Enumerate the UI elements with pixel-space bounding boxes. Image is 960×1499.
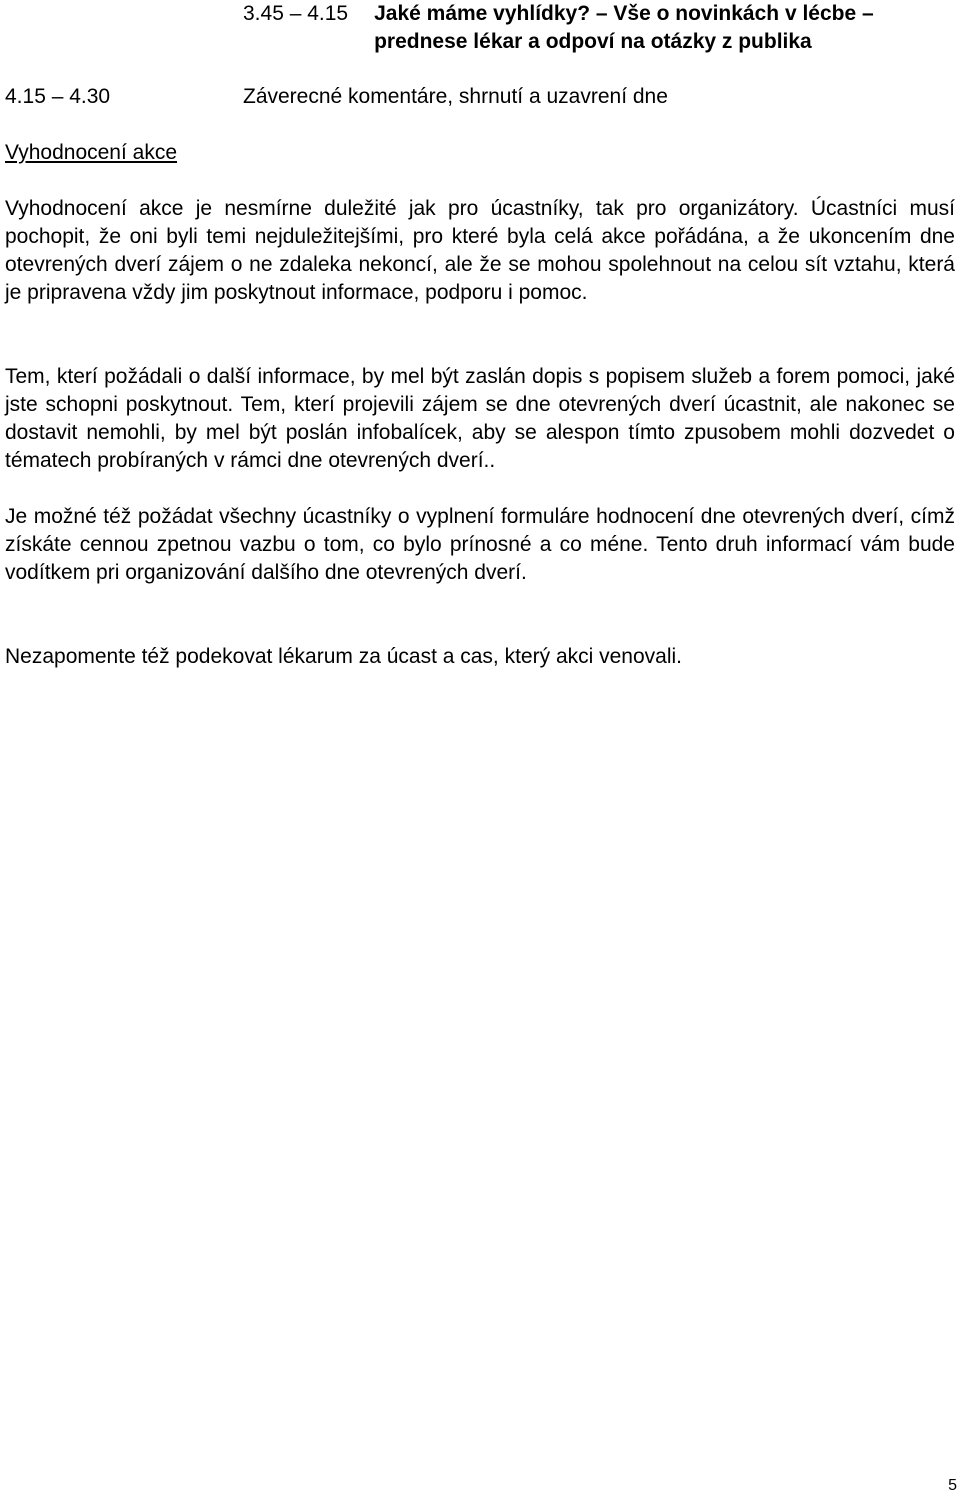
schedule-item	[5, 0, 955, 56]
schedule-description: Jaké máme vyhlídky? – Vše o novinkách v lécbe – prednese lékar a odpoví na otázky z publika	[374, 2, 874, 53]
paragraph-follow-up-letters: Tem, kterí požádali o další informace, by mel být zaslán dopis s popisem služeb a forem pomoci, jaké jste schopni poskytnout. Tem, kterí projevili zájem se dne otevrených dverí úcastnit, ale nakonec se dostavit nemohli, by mel být poslán infobalícek, aby se alespon tímto zpusobem mohli dozvedet o tématech probíraných v rámci dne otevrených dverí..	[5, 365, 955, 472]
section-heading: Vyhodnocení akce	[5, 141, 178, 164]
schedule-item	[5, 83, 955, 111]
paragraph-evaluation-importance: Vyhodnocení akce je nesmírne duležité jak pro úcastníky, tak pro organizátory. Úcastníci musí pochopit, že oni byli temi nejduležitejšími, pro které byla celá akce pořádána, a že ukoncením dne otevrených dverí zájem o ne zdaleka nekoncí, ale že se mohou spolehnout na celou sít vztahu, která je pripravena vždy jim poskytnout informace, podporu i pomoc.	[5, 197, 955, 304]
schedule-time: 3.45 – 4.15	[243, 2, 349, 25]
paragraph-feedback-form: Je možné též požádat všechny úcastníky o vyplnení formuláre hodnocení dne otevrených dverí, címž získáte cennou zpetnou vazbu o tom, co bylo prínosné a co méne. Tento druh informací vám bude vodítkem pri organizování dalšího dne otevrených dverí.	[5, 505, 955, 584]
page-number: 5	[948, 1477, 957, 1494]
schedule-time: 4.15 – 4.30	[5, 85, 111, 108]
paragraph-thank-doctors: Nezapomente též podekovat lékarum za úcast a cas, který akci venovali.	[5, 645, 683, 668]
schedule-description: Záverecné komentáre, shrnutí a uzavrení dne	[243, 85, 668, 108]
